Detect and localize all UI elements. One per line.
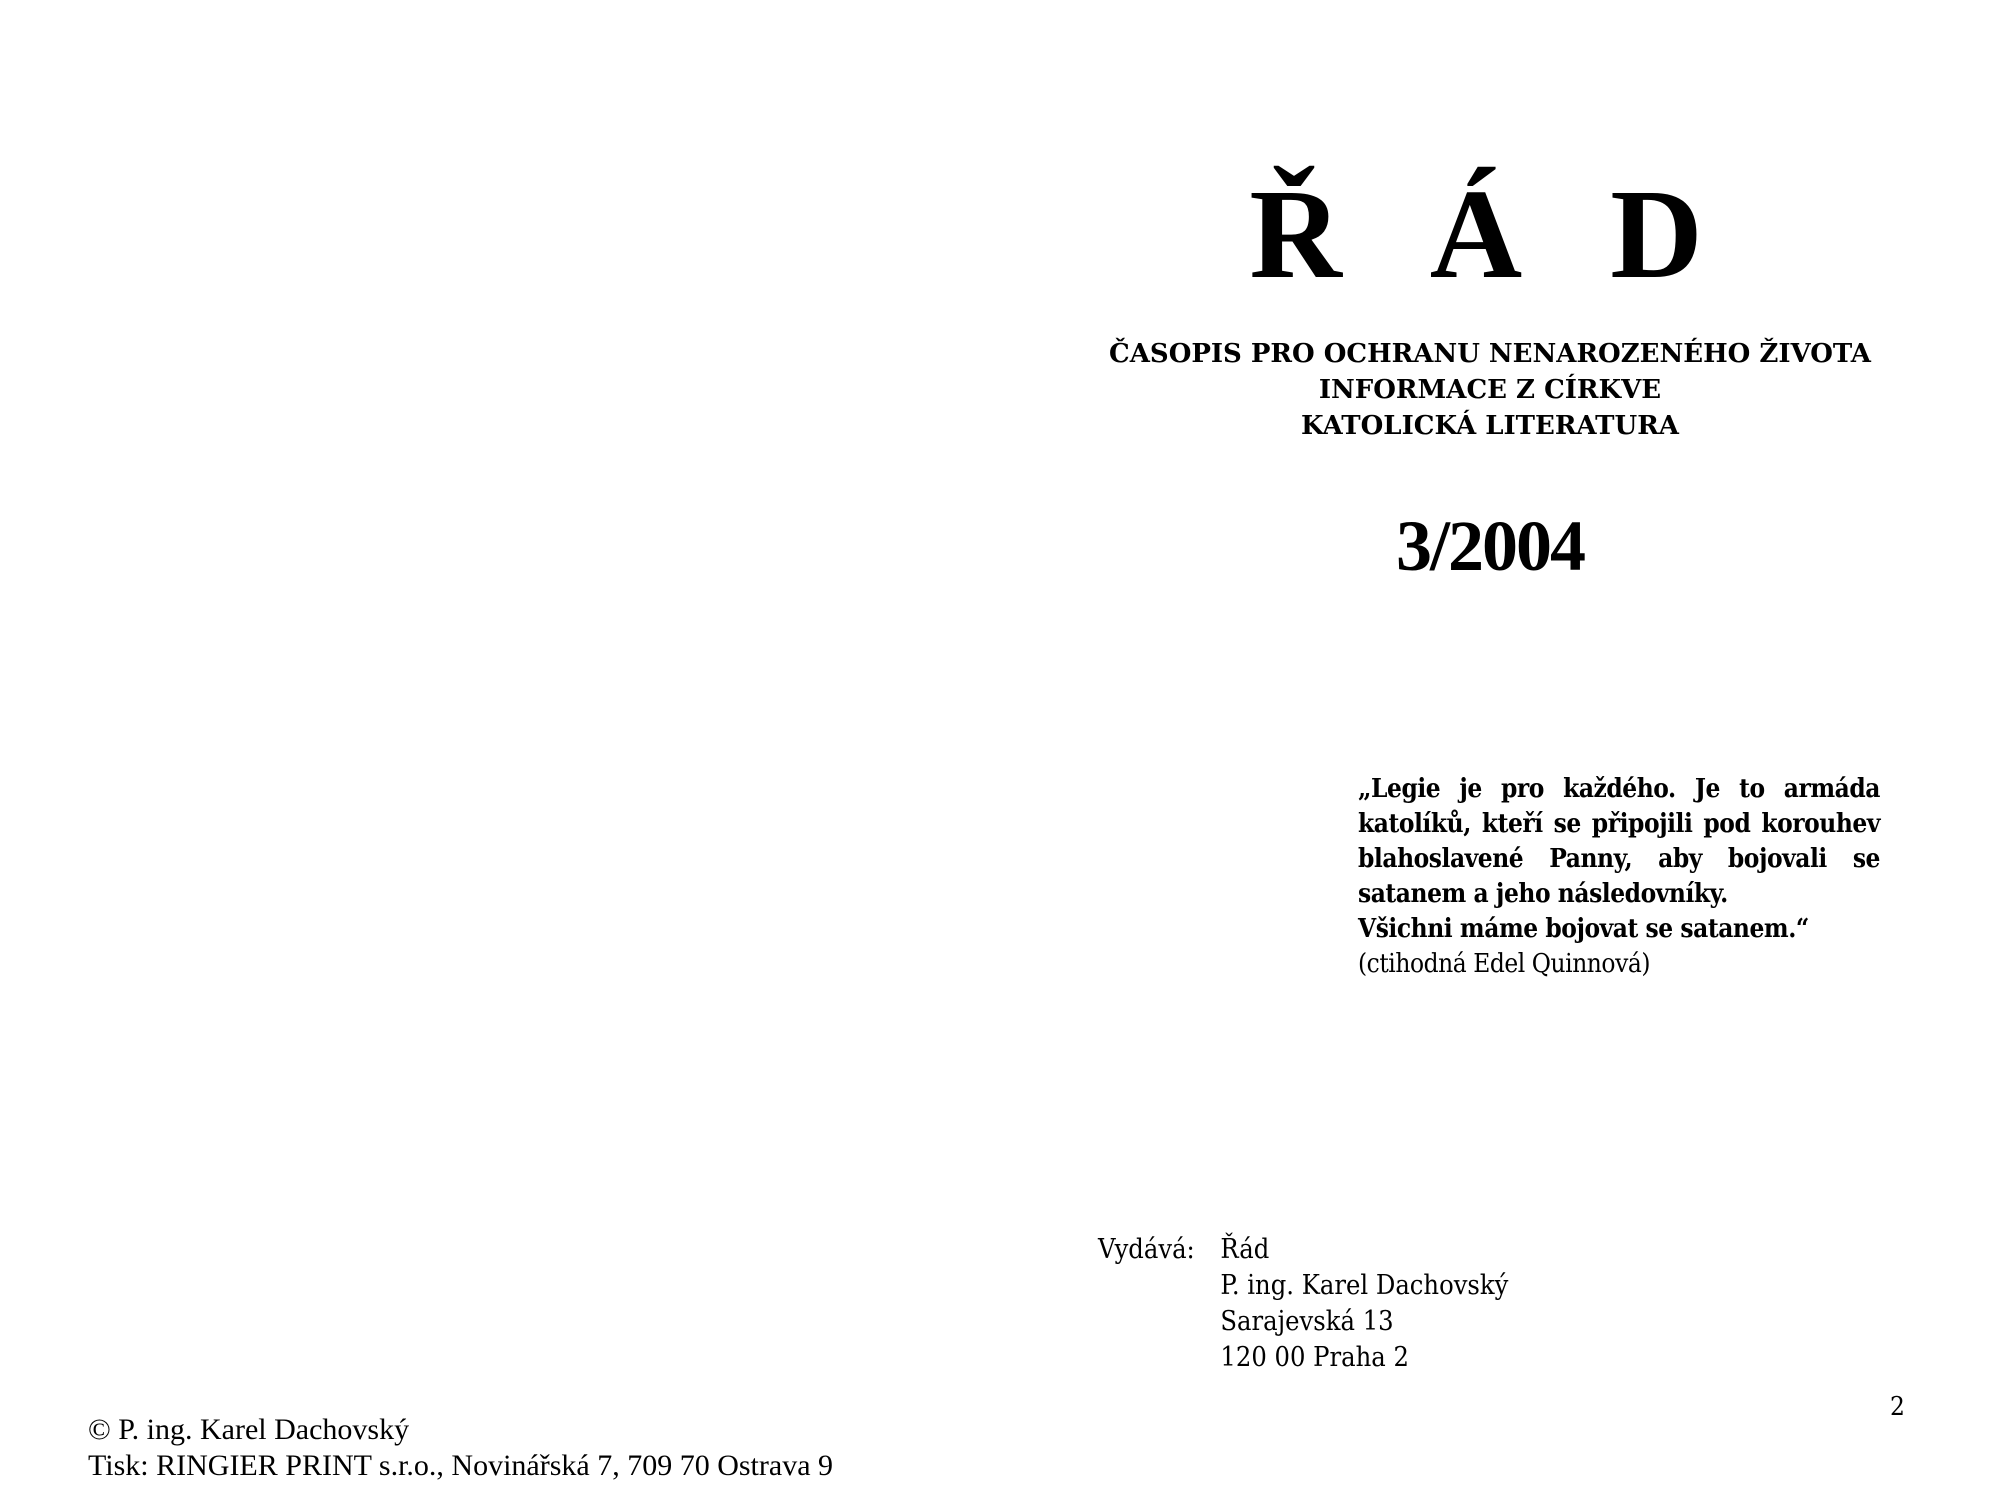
quote-block [1358, 772, 1880, 982]
magazine-title: Ř Á D [1249, 163, 1731, 305]
issue-number: 3/2004 [1395, 506, 1584, 586]
publisher-person: P. ing. Karel Dachovský [1220, 1270, 1509, 1301]
publisher-street: Sarajevská 13 [1220, 1306, 1394, 1337]
subtitle-block [1090, 336, 1890, 444]
quote-author: (ctihodná Edel Quinnová) [1358, 949, 1651, 979]
footer-block [88, 1412, 833, 1484]
subtitle-line: KATOLICKÁ LITERATURA [1301, 411, 1679, 441]
quote-last-line: Všichni máme bojovat se satanem.“ [1358, 914, 1809, 944]
publisher-name: Řád [1220, 1234, 1270, 1265]
publisher-address [1220, 1232, 1508, 1376]
publisher-city: 120 00 Praha 2 [1220, 1342, 1409, 1373]
subtitle-line: ČASOPIS PRO OCHRANU NENAROZENÉHO ŽIVOTA [1109, 339, 1871, 369]
quote-text: „Legie je pro každého. Je to armáda katolíků, kteří se připojili pod korouhev blahoslavené Panny, aby bojovali se satanem a jeho následovníky. [1358, 774, 1880, 909]
print-line: Tisk: RINGIER PRINT s.r.o., Novinářská 7, 709 70 Ostrava 9 [88, 1449, 834, 1482]
copyright-line: © P. ing. Karel Dachovský [88, 1413, 410, 1446]
publisher-label: Vydává: [1098, 1234, 1195, 1265]
subtitle-line: INFORMACE Z CÍRKVE [1318, 375, 1662, 405]
page-number: 2 [1890, 1392, 1905, 1422]
